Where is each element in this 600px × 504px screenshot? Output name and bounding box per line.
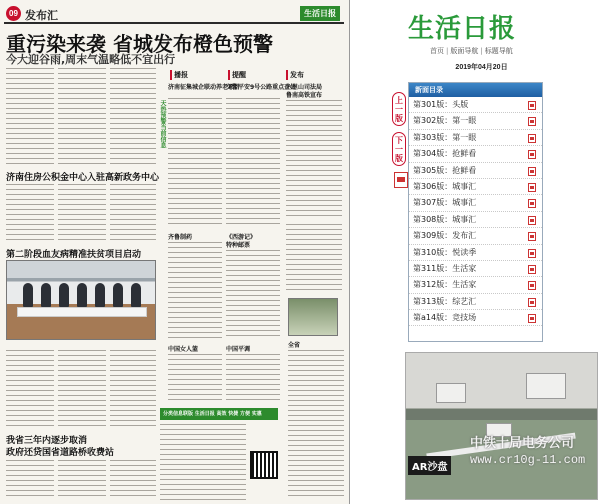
article-text xyxy=(226,98,280,228)
nav-page-nav[interactable]: 版面导航 xyxy=(450,47,479,55)
page-list-item[interactable] xyxy=(409,294,542,310)
article-text xyxy=(168,98,222,228)
pdf-download-icon[interactable] xyxy=(394,172,408,188)
page-header xyxy=(4,4,344,24)
article-text xyxy=(288,350,344,500)
page-list-item-label[interactable]: 第309版：发布汇 xyxy=(413,231,477,241)
story-headline[interactable]: 《西游记》 xyxy=(226,234,257,241)
article-text xyxy=(6,184,54,244)
page-list-item[interactable] xyxy=(409,245,542,261)
column-label: 提醒 xyxy=(228,70,246,80)
ar-sandbox-label[interactable]: AR沙盘 xyxy=(408,456,451,475)
page-list-item-label[interactable]: 第a14版：竞技场 xyxy=(413,313,477,323)
article-text xyxy=(58,460,106,500)
page-list-item-label[interactable]: 第305版：抢鲜看 xyxy=(413,165,477,175)
page-list xyxy=(409,97,542,326)
sidebar xyxy=(350,0,600,504)
article-text xyxy=(286,224,342,294)
pdf-icon[interactable] xyxy=(528,314,536,323)
article-text xyxy=(58,68,106,164)
pdf-icon[interactable] xyxy=(528,298,536,307)
column-label: 播报 xyxy=(170,70,188,80)
pdf-icon[interactable] xyxy=(528,216,536,225)
story-headline[interactable]: 中国平调 xyxy=(226,346,251,353)
next-page-button[interactable]: 下一版 xyxy=(392,132,406,166)
article-text xyxy=(110,184,156,244)
top-nav: 首页 | 版面导航 | 标题导航 xyxy=(430,47,513,55)
article-text xyxy=(110,350,156,430)
page-list-item-label[interactable]: 第301版：头版 xyxy=(413,100,469,109)
pdf-icon[interactable] xyxy=(528,183,536,192)
pdf-icon[interactable] xyxy=(528,199,536,208)
page-list-item[interactable] xyxy=(409,179,542,195)
classified-ad-strip: 分类信息联版 生活日报 高效 快捷 方便 实惠 xyxy=(160,408,278,420)
page-list-item[interactable] xyxy=(409,97,542,113)
pdf-icon[interactable] xyxy=(528,232,536,241)
page-list-item[interactable] xyxy=(409,130,542,146)
page-list-panel xyxy=(408,82,543,342)
story-headline[interactable]: 齐鲁制药 xyxy=(168,234,193,241)
sub-headline: 今大迎谷雨,周末气温略低不宜出行 xyxy=(6,53,176,66)
qr-code-icon xyxy=(250,451,278,479)
article-photo xyxy=(288,298,338,336)
pdf-icon[interactable] xyxy=(528,117,536,126)
article-text xyxy=(6,68,54,164)
vertical-note: 天热预警当前信息 xyxy=(159,100,166,148)
page-list-item[interactable] xyxy=(409,310,542,326)
pdf-icon[interactable] xyxy=(528,101,536,110)
page-list-item-label[interactable]: 第307版：城事汇 xyxy=(413,198,477,208)
page-list-item[interactable] xyxy=(409,113,542,129)
story-headline[interactable]: 特种邮票 xyxy=(226,242,251,249)
page-list-item[interactable] xyxy=(409,163,542,179)
pdf-icon[interactable] xyxy=(528,281,536,290)
story-headline[interactable]: 全省 xyxy=(288,342,301,349)
page-list-item-label[interactable]: 第303版：第一眼 xyxy=(413,132,477,142)
ar-sandbox-ad-image[interactable] xyxy=(405,352,598,500)
article-text xyxy=(58,184,106,244)
article-text xyxy=(110,460,156,500)
article-text xyxy=(6,350,54,430)
classified-text xyxy=(160,424,246,500)
pdf-icon[interactable] xyxy=(528,134,536,143)
page-list-item[interactable] xyxy=(409,277,542,293)
page-list-item[interactable] xyxy=(409,195,542,211)
story-headline[interactable]: 交警平安9号公路重点查处 xyxy=(226,84,297,91)
watermark-company: 中铁十局电务公司 xyxy=(470,436,575,451)
page-list-item-label[interactable]: 第310版：悦读季 xyxy=(413,247,477,257)
article-text xyxy=(58,350,106,430)
article-text xyxy=(6,460,54,500)
page-list-item-label[interactable]: 第304版：抢鲜看 xyxy=(413,149,477,159)
page-list-item[interactable] xyxy=(409,228,542,244)
article-text xyxy=(168,242,222,342)
logo xyxy=(408,6,558,44)
page-list-item-label[interactable]: 第302版：第一眼 xyxy=(413,116,477,126)
watermark-url: www.cr10g-11.com xyxy=(470,453,586,467)
page-list-item-label[interactable]: 第312版：生活家 xyxy=(413,280,477,290)
story-headline[interactable]: 政府还贷国省道路桥收费站 xyxy=(6,448,115,458)
article-text xyxy=(226,354,280,404)
pdf-icon[interactable] xyxy=(528,265,536,274)
prev-page-button[interactable]: 上一版 xyxy=(392,92,406,126)
page-list-title: 新面目录 xyxy=(409,83,542,97)
pdf-icon[interactable] xyxy=(528,249,536,258)
article-text xyxy=(168,354,222,404)
page-list-item-label[interactable]: 第311版：生活家 xyxy=(413,263,477,273)
section-name: 发布汇 xyxy=(25,9,58,22)
page-list-item-label[interactable]: 第308版：城事汇 xyxy=(413,214,477,224)
issue-date: 2019年04月20日 xyxy=(455,64,508,71)
nav-home[interactable]: 首页 xyxy=(430,47,444,55)
logo-text: 生活日报 xyxy=(408,14,517,44)
meeting-photo xyxy=(6,260,156,340)
page-number-badge: 09 xyxy=(6,6,21,21)
column-label: 发布 xyxy=(286,70,304,80)
page-list-item-label[interactable]: 第306版：城事汇 xyxy=(413,181,477,191)
story-headline[interactable]: 我省三年内逐步取消 xyxy=(6,436,88,446)
story-headline[interactable]: 中国女人篮 xyxy=(168,346,199,353)
page-list-item[interactable] xyxy=(409,146,542,162)
story-headline[interactable]: 第二阶段血友病精准扶贫项目启动 xyxy=(6,250,142,260)
page-list-item[interactable] xyxy=(409,212,542,228)
page-list-item-label[interactable]: 第313版：综艺汇 xyxy=(413,296,477,306)
mini-masthead: 生活日报 xyxy=(300,6,340,21)
article-text xyxy=(226,250,280,340)
article-text xyxy=(286,100,342,220)
story-headline[interactable]: 六里山司法局 xyxy=(286,84,323,91)
article-text xyxy=(110,68,156,164)
main-headline[interactable]: 重污染来袭 省城发布橙色预警 xyxy=(6,32,273,56)
story-headline[interactable]: 济南住房公积金中心入驻高新政务中心 xyxy=(6,173,160,183)
pdf-icon[interactable] xyxy=(528,167,536,176)
story-headline[interactable]: 鲁南高铁宣布 xyxy=(286,92,323,99)
nav-title-nav[interactable]: 标题导航 xyxy=(484,47,513,55)
story-headline[interactable]: 济南征集城企联动养老项目 xyxy=(168,84,241,91)
pdf-icon[interactable] xyxy=(528,150,536,159)
page-list-item[interactable] xyxy=(409,261,542,277)
